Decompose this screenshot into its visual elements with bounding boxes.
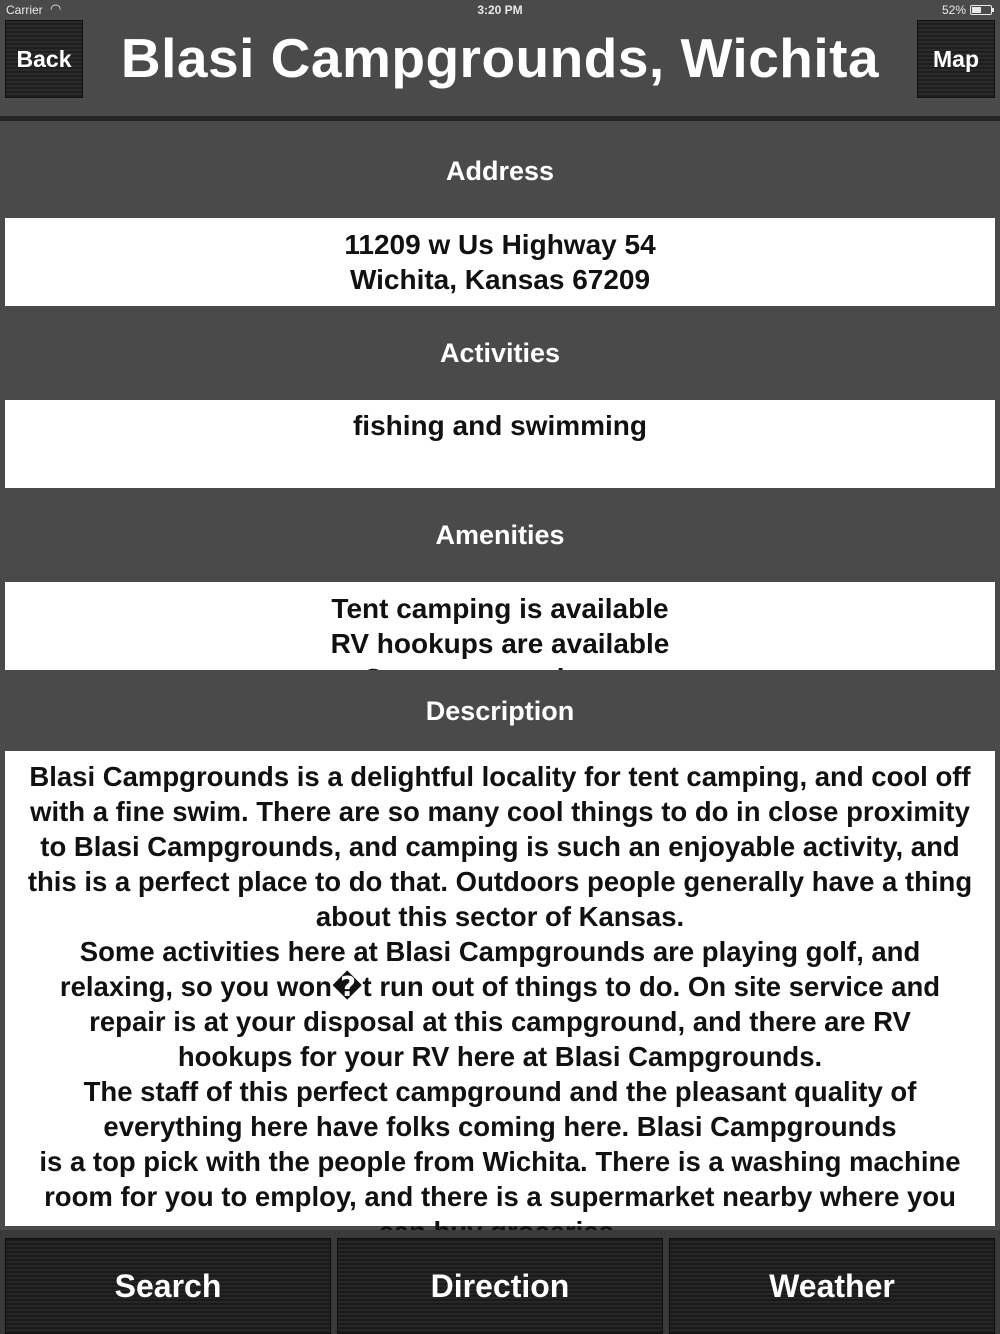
- nav-bar: [0, 20, 1000, 118]
- address-header: Address: [445, 156, 555, 186]
- address-line: Wichita, Kansas 67209: [349, 264, 651, 295]
- description-header: Description: [425, 696, 575, 726]
- description-line: to Blasi Campgrounds, and camping is such an enjoyable activity, and: [40, 831, 960, 862]
- tab-bar: [0, 1230, 1000, 1334]
- description-line: The staff of this perfect campground and the pleasant quality of: [83, 1076, 917, 1107]
- description-line: everything here have folks coming here. Blasi Campgrounds: [103, 1111, 897, 1142]
- activities-box: [5, 400, 995, 488]
- status-time: 3:20 PM: [477, 3, 523, 17]
- description-line: relaxing, so you won�t run out of things to do. On site service and: [59, 971, 941, 1002]
- description-line: Some activities here at Blasi Campgrounds are playing golf, and: [79, 936, 921, 967]
- activities-header: Activities: [439, 338, 561, 368]
- page-title: Blasi Campgrounds, Wichita: [120, 27, 880, 89]
- description-line: hookups for your RV here at Blasi Campgrounds.: [177, 1041, 823, 1072]
- activities-line: fishing and swimming: [352, 410, 647, 441]
- wifi-icon: ◠: [50, 1, 62, 16]
- direction-button[interactable]: Direction: [337, 1238, 663, 1334]
- description-line: about this sector of Kansas.: [315, 901, 685, 932]
- battery-fill: [972, 7, 981, 13]
- carrier-label: Carrier: [6, 3, 43, 17]
- amenities-box[interactable]: [5, 582, 995, 670]
- amenities-header: Amenities: [435, 520, 565, 550]
- nav-divider: [0, 116, 1000, 121]
- address-box: [5, 218, 995, 306]
- description-line: with a fine swim. There are so many cool things to do in close proximity: [30, 796, 970, 827]
- amenities-line: RV hookups are available: [330, 628, 670, 659]
- search-button[interactable]: Search: [5, 1238, 331, 1334]
- status-bar: [0, 0, 1000, 20]
- description-line: is a top pick with the people from Wichita. There is a washing machine: [39, 1146, 961, 1177]
- address-line: 11209 w Us Highway 54: [344, 229, 656, 260]
- description-box[interactable]: [5, 751, 995, 1226]
- amenities-line: Tent camping is available: [331, 593, 669, 624]
- description-line: room for you to employ, and there is a supermarket nearby where you: [44, 1181, 956, 1212]
- battery-icon: [970, 5, 992, 15]
- description-line: this is a perfect place to do that. Outdoors people generally have a thing: [27, 866, 973, 897]
- weather-button[interactable]: Weather: [669, 1238, 995, 1334]
- battery-percent: 52%: [941, 3, 966, 17]
- back-button[interactable]: Back: [5, 20, 83, 98]
- description-line: repair is at your disposal at this campground, and there are RV: [89, 1006, 911, 1037]
- description-line: Blasi Campgrounds is a delightful locality for tent camping, and cool off: [29, 761, 971, 792]
- map-button[interactable]: Map: [917, 20, 995, 98]
